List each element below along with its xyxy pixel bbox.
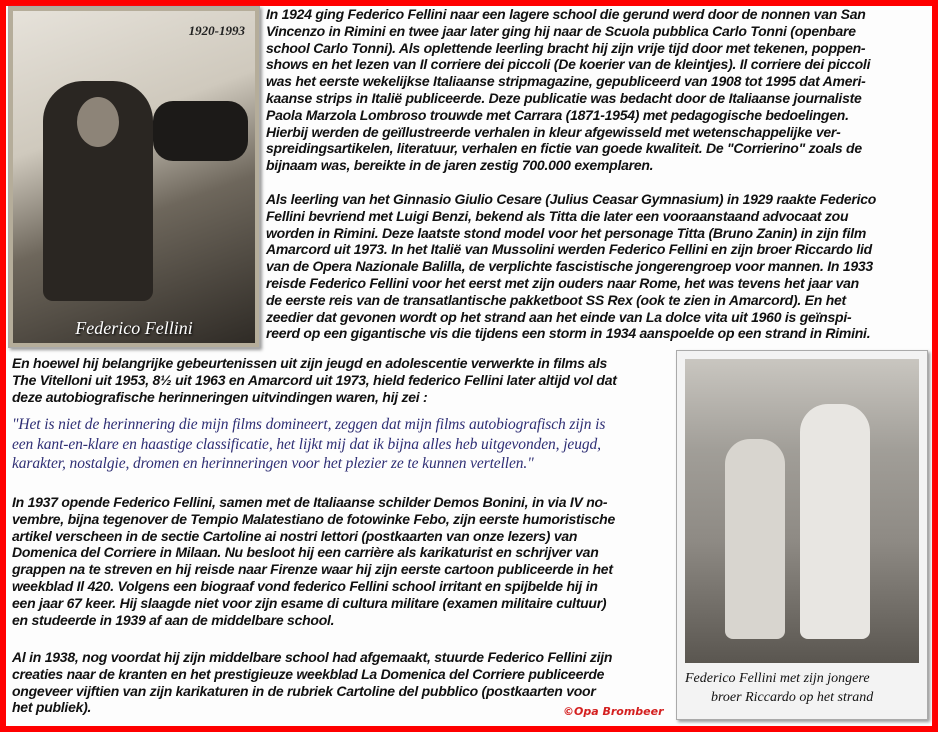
text-line: en studeerde in 1939 af aan de middelbare school. [12, 611, 335, 628]
text-line: van de Opera Nazionale Balilla, de verplichte fascistische jongerengroep voor mannen. In 1933 [266, 258, 873, 275]
text-line: creaties naar de kranten en het prestigieuze weekblad La Domenica del Corriere publiceerde [12, 665, 605, 682]
paragraph-5 [12, 649, 612, 716]
paragraph-2 [266, 191, 876, 342]
text-line: En hoewel hij belangrijke gebeurtenissen uit zijn jeugd en adolescentie verwerkte in films als [12, 355, 608, 371]
text-line: spreidingsartikelen, literatuur, verhalen en fictie van goede kwaliteit. De "Corrierino" zoals de [266, 140, 862, 157]
text-line: was het eerste wekelijkse Italiaanse stripmagazine, gepubliceerd van 1908 tot 1995 dat Ameri- [266, 73, 866, 90]
text-line: In 1937 opende Federico Fellini, samen met de Italiaanse schilder Demos Bonini, in via IV no- [12, 494, 608, 510]
film-camera [153, 101, 248, 161]
text-line: weekblad Il 420. Volgens een biograaf vond federico Fellini school irritant en spijbelde hij in [12, 577, 598, 594]
text-line: The Vitelloni uit 1953, 8½ uit 1963 en Amarcord uit 1973, hield federico Fellini later altijd vol dat [12, 371, 617, 388]
text-line: grappen na te streven en hij reisde naar Firenze waar hij zijn eerste cartoon publiceerde in het [12, 561, 613, 578]
text-line: shows en het lezen van Il corriere dei piccoli (De koerier van de kleintjes). Il corriere dei piccoli [266, 56, 871, 73]
text-line: Hierbij werden de geïllustreerde verhalen in kleur afgewisseld met wetenschappelijke ver- [266, 123, 841, 140]
text-line: reerd op een gigantische vis die tijdens een storm in 1934 aanspoelde op een strand in Rimini. [266, 325, 871, 342]
text-line: bijnaam was, bereikte in de jaren zestig 700.000 exemplaren. [266, 157, 654, 174]
paragraph-3 [12, 355, 617, 405]
text-line: deze autobiografische herinneringen uitvindingen waren, hij zei : [12, 388, 428, 405]
text-line: reisde Federico Fellini voor het eerst met zijn ouders naar Rome, het was tevens het jaar van [266, 274, 859, 291]
fellini-portrait-photo [8, 6, 260, 348]
caption-line: Federico Fellini met zijn jongere [685, 671, 870, 686]
paragraph-1 [266, 6, 870, 174]
text-line: "Het is niet de herinnering die mijn films domineert, zeggen dat mijn films autobiografisch zijn is [12, 416, 606, 433]
text-line: een jaar 67 keer. Hij slaagde niet voor zijn esame di cultura militare (examen militaire cultuur) [12, 594, 607, 611]
fellini-head [77, 97, 119, 147]
text-line: school Carlo Tonni). Als oplettende leerling bracht hij zijn vrije tijd door met tekenen, poppen- [266, 39, 866, 56]
brothers-beach-photo [676, 350, 928, 720]
text-line: Al in 1938, nog voordat hij zijn middelbare school had afgemaakt, stuurde Federico Fellini zijn [12, 649, 613, 665]
text-line: Domenica del Corriere in Milaan. Nu besloot hij een carrière als karikaturist en schrijver van [12, 544, 599, 561]
photo-years: 1920-1993 [188, 23, 245, 38]
text-line: Als leerling van het Ginnasio Giulio Cesare (Julius Ceasar Gymnasium) in 1929 raakte Federico [266, 191, 877, 207]
paragraph-4 [12, 494, 615, 628]
text-line: een kant-en-klare en haastige classificatie, het lijkt mij dat ik bijna alles heb uitgevonden, jeugd, [12, 435, 601, 453]
fellini-quote [12, 415, 605, 474]
photo-caption: Federico Fellini [75, 318, 193, 338]
text-line: de eerste reis van de transatlantische pakketboot SS Rex (ook te zien in Amarcord). En het [266, 291, 846, 308]
text-line: Amarcord uit 1973. In het Italië van Mussolini werden Federico Fellini en zijn broer Riccardo lid [266, 241, 872, 258]
text-line: In 1924 ging Federico Fellini naar een lagere school die gerund werd door de nonnen van San [266, 6, 866, 22]
text-line: zeedier dat gevonen wordt op het strand aan het einde van La dolce vita uit 1960 is geïnspi- [266, 308, 852, 325]
text-line: Vincenzo in Rimini en twee jaar later ging hij naar de Scuola pubblica Carlo Tonni (openbare [266, 22, 856, 39]
text-line: Paola Marzola Lombroso trouwde met Carrara (1871-1954) met pedagogische bedoelingen. [266, 106, 849, 123]
caption-line: broer Riccardo op het strand [711, 690, 874, 705]
photo-image [13, 11, 255, 343]
copyright-notice: ©Opa Brombeer [563, 705, 664, 718]
text-line: artikel verscheen in de sectie Cartoline ai nostri lettori (postkaarten van onze lezers) van [12, 527, 578, 544]
photo-image [685, 359, 919, 663]
text-line: Fellini bevriend met Luigi Benzi, bekend als Titta die later een vooraanstaand advocaat zou [266, 207, 849, 224]
riccardo-figure [725, 439, 785, 639]
photo-caption [685, 669, 919, 707]
federico-figure [800, 404, 870, 639]
text-line: ongeveer vijftien van zijn karikaturen in de rubriek Cartoline del pubblico (postkaarten voor [12, 682, 596, 699]
text-line: het publiek). [12, 699, 92, 716]
text-line: karakter, nostalgie, dromen en herinneringen voor het plezier ze te kunnen vertellen." [12, 455, 534, 472]
text-line: vembre, bijna tegenover de Tempio Malatestiano de fotowinke Febo, zijn eerste humoristische [12, 510, 615, 527]
text-line: kaanse strips in Italië publiceerde. Deze publicatie was bedacht door de Italiaanse journaliste [266, 89, 862, 106]
text-line: worden in Rimini. Deze laatste stond model voor het personage Titta (Bruno Zanin) in zijn film [266, 224, 867, 241]
